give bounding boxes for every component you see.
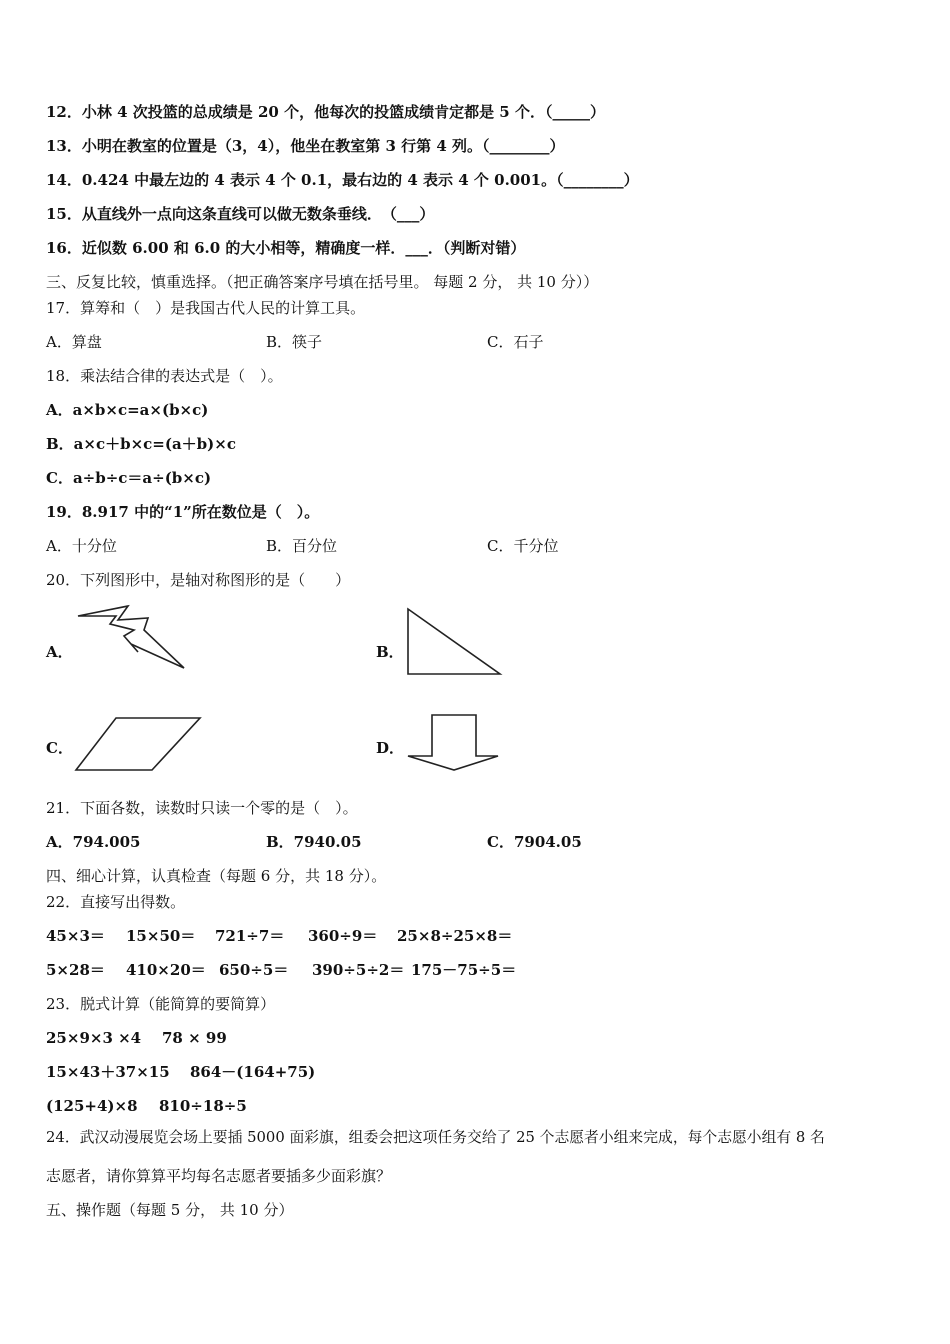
question-18-stem: 18．乘法结合律的表达式是（ ）。 — [46, 367, 283, 385]
q23-item: 810÷18÷5 — [159, 1097, 247, 1115]
q17-option-c: C．石子 — [487, 333, 544, 351]
question-22-stem: 22．直接写出得数。 — [46, 893, 186, 911]
question-15: 15．从直线外一点向这条直线可以做无数条垂线． （___） — [46, 205, 435, 223]
question-16: 16．近似数 6.00 和 6.0 的大小相等，精确度一样．___．（判断对错） — [46, 239, 526, 257]
q23-item: 25×9×3 ×4 — [46, 1029, 142, 1047]
q18-option-c: C．a÷b÷c＝a÷(b×c) — [46, 469, 212, 487]
q22-item: 25×8÷25×8＝ — [397, 927, 513, 945]
section-5-heading: 五、操作题（每题 5 分， 共 10 分） — [46, 1201, 294, 1219]
q17-option-a: A．算盘 — [46, 333, 102, 351]
q23-item: 15×43＋37×15 — [46, 1063, 170, 1081]
q22-item: 360÷9＝ — [308, 927, 378, 945]
section-4-heading: 四、细心计算，认真检查（每题 6 分，共 18 分）。 — [46, 867, 387, 885]
q22-item: 175－75÷5＝ — [411, 961, 517, 979]
q23-item: 864－(164+75) — [190, 1063, 316, 1081]
q22-item: 650÷5＝ — [219, 961, 289, 979]
question-24-line-1: 24．武汉动漫展览会场上要插 5000 面彩旗，组委会把这项任务交给了 25 个志愿者小组来完成，每个志愿小组有 8 名 — [46, 1129, 825, 1146]
q22-item: 45×3＝ — [46, 927, 105, 945]
question-20-stem: 20．下列图形中，是轴对称图形的是（ ） — [46, 571, 351, 589]
question-14: 14．0.424 中最左边的 4 表示 4 个 0.1，最右边的 4 表示 4 个 0.001。（________） — [46, 171, 639, 189]
q21-option-a: A．794.005 — [46, 833, 141, 851]
q22-item: 15×50＝ — [126, 927, 196, 945]
question-23-stem: 23．脱式计算（能简算的要简算） — [46, 995, 276, 1013]
question-13: 13．小明在教室的位置是（3，4），他坐在教室第 3 行第 4 列。（________） — [46, 137, 565, 155]
q19-option-b: B．百分位 — [266, 537, 338, 555]
q17-option-b: B．筷子 — [266, 333, 323, 351]
q18-option-a: A．a×b×c=a×(b×c) — [46, 401, 209, 419]
q18-option-b: B．a×c＋b×c=(a＋b)×c — [46, 435, 236, 453]
q19-option-c: C．千分位 — [487, 537, 559, 555]
q21-option-b: B．7940.05 — [266, 833, 362, 851]
q20-option-d-label: D． — [376, 739, 405, 757]
q22-item: 410×20＝ — [126, 961, 206, 979]
q19-option-a: A．十分位 — [46, 537, 117, 555]
q23-item: (125+4)×8 — [46, 1097, 138, 1115]
q20-option-a-label: A． — [46, 643, 73, 661]
q22-item: 390÷5÷2＝ — [312, 961, 405, 979]
question-19-stem: 19．8.917 中的“1”所在数位是（ ）。 — [46, 503, 320, 521]
q20-option-b-label: B． — [376, 643, 404, 661]
question-12: 12．小林 4 次投篮的总成绩是 20 个，他每次的投篮成绩肯定都是 5 个．（_____） — [46, 103, 605, 121]
q22-item: 721÷7＝ — [215, 927, 285, 945]
q23-item: 78 × 99 — [162, 1029, 227, 1047]
lightning-bolt-figure — [76, 604, 186, 670]
q20-option-c-label: C． — [46, 739, 73, 757]
parallelogram-figure — [72, 714, 204, 774]
question-24-line-2: 志愿者，请你算算平均每名志愿者要插多少面彩旗？ — [46, 1167, 392, 1185]
section-3-heading: 三、反复比较，慎重选择。（把正确答案序号填在括号里。 每题 2 分， 共 10 分）） — [46, 273, 599, 291]
q21-option-c: C．7904.05 — [487, 833, 582, 851]
down-arrow-figure — [404, 712, 502, 772]
question-21-stem: 21．下面各数，读数时只读一个零的是（ ）。 — [46, 799, 358, 817]
right-triangle-figure — [404, 606, 504, 678]
question-17-stem: 17．算筹和（ ）是我国古代人民的计算工具。 — [46, 299, 366, 317]
q22-item: 5×28＝ — [46, 961, 105, 979]
